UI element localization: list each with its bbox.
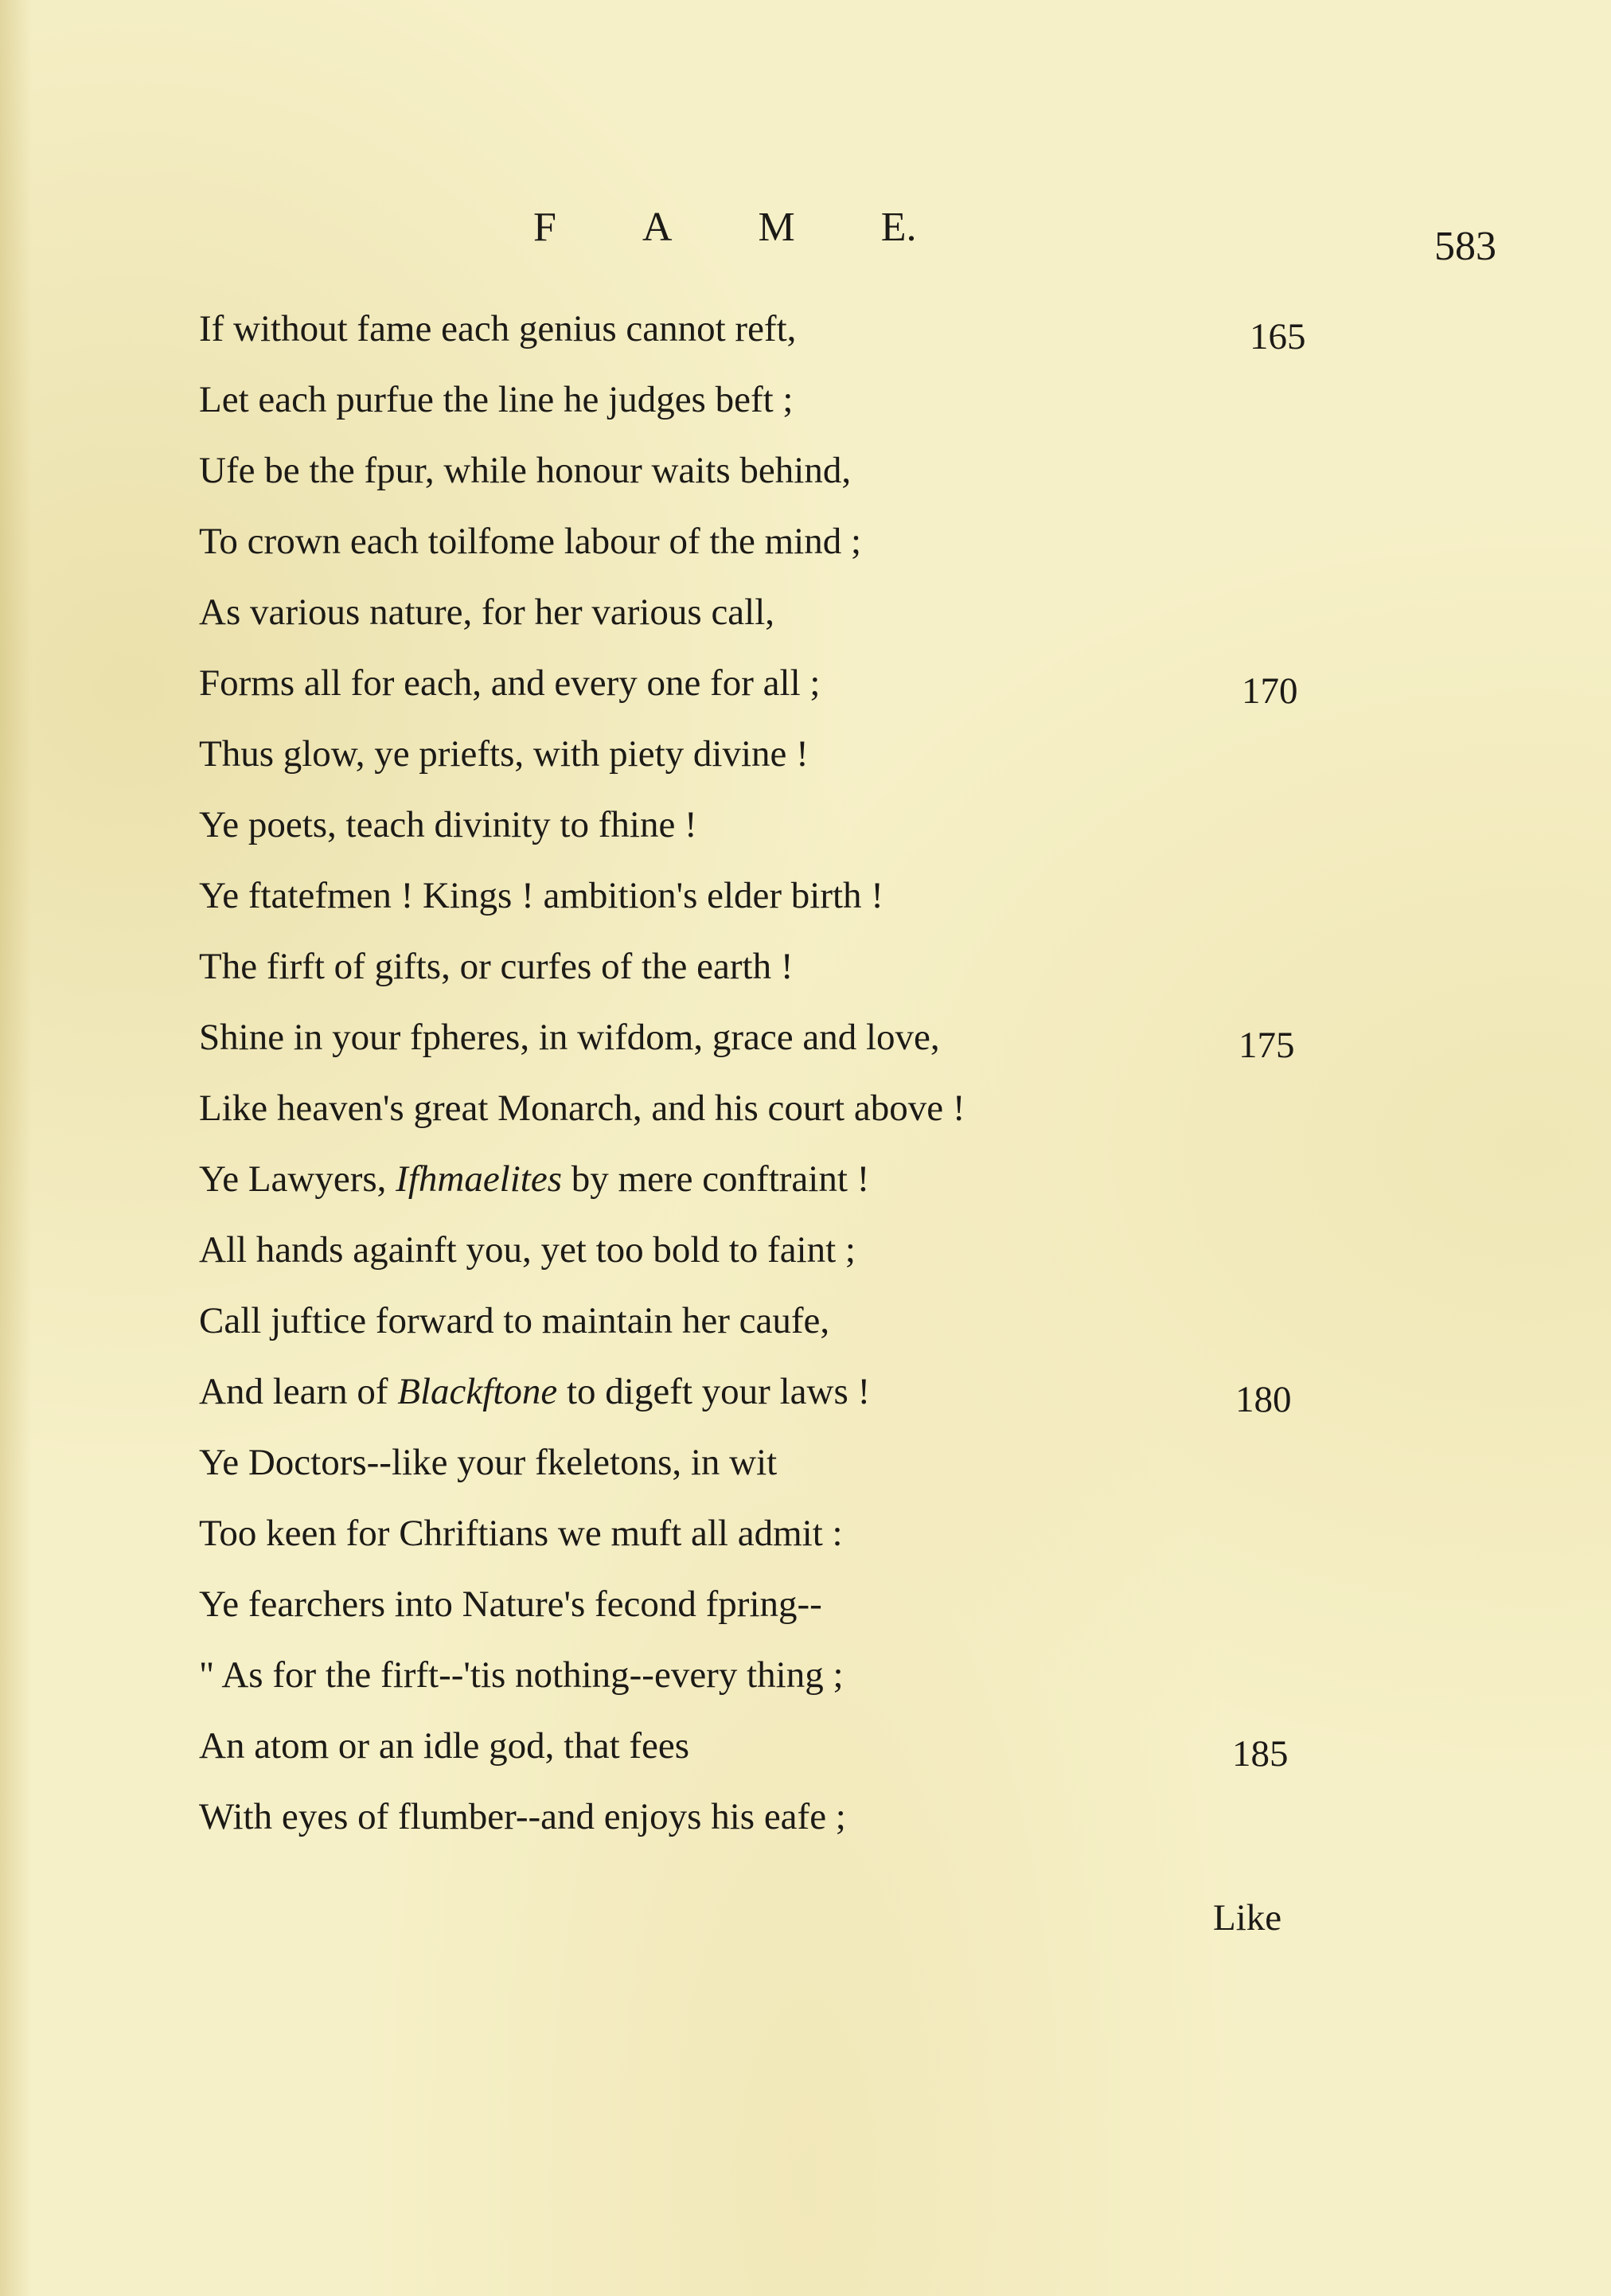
page-number: 583 — [1434, 224, 1496, 269]
poem-line-segment: to digeft your laws ! — [557, 1371, 871, 1412]
poem-line-segment: by mere conftraint ! — [562, 1158, 870, 1200]
poem-line-segment: Ye Lawyers, — [199, 1158, 396, 1200]
poem-line: All hands againft you, yet too bold to faint ; — [199, 1229, 856, 1271]
poem-line: An atom or an idle god, that fees — [199, 1725, 690, 1767]
running-head-letter: E. — [880, 205, 917, 250]
poem-line: Shine in your fpheres, in wifdom, grace and love, — [199, 1017, 940, 1058]
line-number: 175 — [1238, 1025, 1295, 1066]
poem-line: Ye ftatefmen ! Kings ! ambition's elder birth ! — [199, 875, 884, 916]
line-number: 170 — [1242, 670, 1298, 712]
poem-line: Ye poets, teach divinity to fhine ! — [199, 804, 697, 845]
poem-line: As various nature, for her various call, — [199, 592, 775, 633]
poem-line: The firft of gifts, or curfes of the earth ! — [199, 946, 794, 987]
poem-line: Let each purfue the line he judges beft ; — [199, 379, 794, 420]
poem-line: Too keen for Chriftians we muft all admit : — [199, 1513, 843, 1554]
catchword: Like — [1213, 1897, 1282, 1939]
poem-line: Like heaven's great Monarch, and his court above ! — [199, 1087, 965, 1129]
poem-line: Forms all for each, and every one for all ; — [199, 662, 821, 704]
poem-line: Thus glow, ye priefts, with piety divine ! — [199, 733, 809, 775]
poem-line-italic: Ifhmaelites — [396, 1158, 563, 1200]
poem-line-italic: Blackftone — [397, 1371, 558, 1412]
poem-line: If without fame each genius cannot reft, — [199, 308, 797, 349]
running-head-letter: M — [758, 205, 795, 250]
poem-line: " As for the firft--'tis nothing--every thing ; — [199, 1654, 844, 1696]
poem-line: With eyes of flumber--and enjoys his eafe ; — [199, 1796, 846, 1837]
poem-line: Ye fearchers into Nature's fecond fpring-- — [199, 1583, 822, 1625]
poem-line: Ufe be the fpur, while honour waits behind, — [199, 450, 852, 491]
line-number: 185 — [1232, 1733, 1289, 1775]
poem-line-segment: And learn of — [199, 1371, 398, 1412]
poem-line — [199, 1368, 870, 1415]
poem-line — [199, 1155, 869, 1203]
line-number: 165 — [1250, 316, 1306, 357]
running-head-letter: A — [642, 205, 673, 250]
running-head-letter: F — [533, 205, 556, 250]
poem-line: Ye Doctors--like your fkeletons, in wit — [199, 1442, 778, 1483]
poem-line: To crown each toilfome labour of the mind ; — [199, 521, 862, 562]
line-number: 180 — [1235, 1379, 1292, 1420]
poem-line: Call juftice forward to maintain her caufe, — [199, 1300, 830, 1341]
